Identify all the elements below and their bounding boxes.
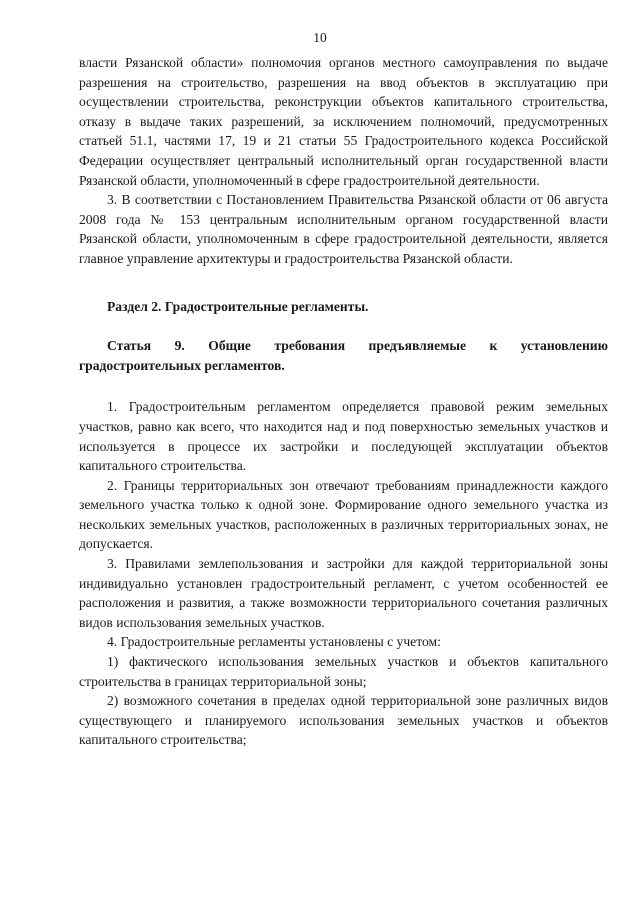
paragraph-article-item-1: 1. Градостроительным регламентом определяется правовой режим земельных участков, равно как всего, что находится над и под поверхностью земельных участков и используется в процессе их застройки и последующей эксплуатации объектов капитального строительства. xyxy=(79,399,608,474)
paragraph-article-item-4: 4. Градостроительные регламенты установлены с учетом: xyxy=(107,634,441,650)
section-heading: Раздел 2. Градостроительные регламенты. xyxy=(107,298,369,314)
paragraph-subitem-1: 1) фактического использования земельных участков и объектов капитального строительства в границах территориальной зоны; xyxy=(79,654,608,689)
paragraph-3-decree: 3. В соответствии с Постановлением Правительства Рязанской области от 06 августа 2008 года № 153 центральным исполнительным органом государственной власти Рязанской области, уполномоченным в сфере градостроительной деятельности, является главное управление архитектуры и градостроительства Рязанской области. xyxy=(79,192,608,266)
page-number: 10 xyxy=(313,30,327,45)
article-heading: Статья 9. Общие требования предъявляемые к установлению градостроительных регламентов. xyxy=(79,338,608,373)
paragraph-article-item-3: 3. Правилами землепользования и застройки для каждой территориальной зоны индивидуально установлен градостроительный регламент, с учетом особенностей ее расположения и развития, а также возможности территориального сочетания различных видов использования земельных участков. xyxy=(79,556,608,630)
paragraph-article-item-2: 2. Границы территориальных зон отвечают требованиям принадлежности каждого земельного участка только к одной зоне. Формирование одного земельного участка из нескольких земельных участков, расположенных в различных территориальных зонах, не допускается. xyxy=(79,477,608,552)
paragraph-subitem-2: 2) возможного сочетания в пределах одной территориальной зоне различных видов существующего и планируемого использования земельных участков и объектов капитального строительства; xyxy=(79,693,608,748)
paragraph-authority-continuation: власти Рязанской области» полномочия органов местного самоуправления по выдаче разрешения на строительство, разрешения на ввод объектов в эксплуатацию при осуществлении строительства, реконструкции объектов капитального строительства, отказу в выдаче таких разрешений, за исключением полномочий, предусмотренных статьей 51.1, частями 17, 19 и 21 статьи 55 Градостроительного кодекса Российской Федерации осуществляет центральный исполнительный орган государственной власти Рязанской области, уполномоченный в сфере градостроительной деятельности. xyxy=(79,55,608,188)
document-body xyxy=(79,53,608,750)
